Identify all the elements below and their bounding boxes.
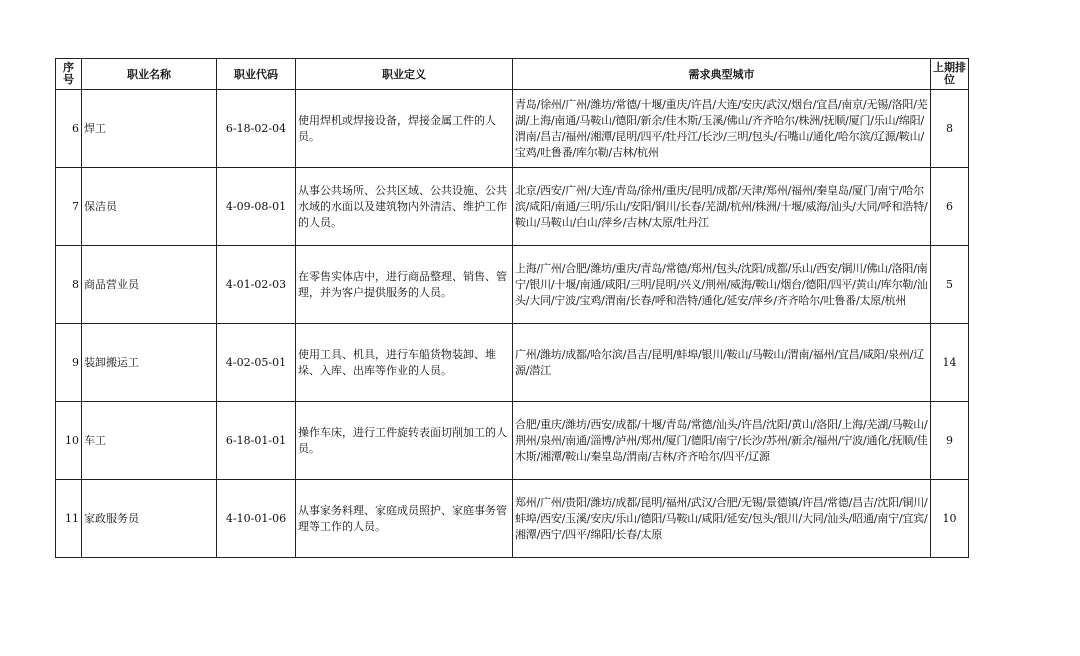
table-row [56, 168, 969, 246]
row-previous-rank: 10 [931, 480, 969, 558]
table-row [56, 90, 969, 168]
row-occupation-name: 家政服务员 [82, 480, 217, 558]
header-rank [931, 59, 969, 90]
row-occupation-name: 焊工 [82, 90, 217, 168]
row-occupation-code: 4-10-01-06 [217, 480, 296, 558]
row-seq: 7 [56, 168, 82, 246]
row-cities: 郑州/广州/贵阳/潍坊/成都/昆明/福州/武汉/合肥/无锡/景德镇/许昌/常德/昌吉/沈阳/铜川/蚌埠/西安/玉溪/安庆/乐山/德阳/马鞍山/咸阳/延安/包头/银川/大同/汕头/昭通/南宁/宜宾/湘潭/西宁/四平/绵阳/长春/太原 [513, 480, 931, 558]
table-row [56, 480, 969, 558]
row-seq: 8 [56, 246, 82, 324]
row-cities: 北京/西安/广州/大连/青岛/徐州/重庆/昆明/成都/天津/郑州/福州/秦皇岛/厦门/南宁/哈尔滨/咸阳/南通/三明/乐山/安阳/铜川/长春/芜湖/杭州/株洲/十堰/威海/汕头/大同/呼和浩特/鞍山/马鞍山/白山/萍乡/吉林/太原/牡丹江 [513, 168, 931, 246]
row-previous-rank: 5 [931, 246, 969, 324]
header-cities [513, 59, 931, 90]
row-occupation-name: 车工 [82, 402, 217, 480]
row-seq: 11 [56, 480, 82, 558]
header-name [82, 59, 217, 90]
row-seq: 6 [56, 90, 82, 168]
header-seq-label: 序号 [63, 61, 74, 86]
row-definition: 使用工具、机具，进行车船货物装卸、堆垛、入库、出库等作业的人员。 [296, 324, 513, 402]
row-definition: 操作车床，进行工件旋转表面切削加工的人员。 [296, 402, 513, 480]
header-definition [296, 59, 513, 90]
header-rank-label: 上期排位 [933, 61, 966, 86]
table-row [56, 246, 969, 324]
row-previous-rank: 9 [931, 402, 969, 480]
row-seq: 9 [56, 324, 82, 402]
row-definition: 从事公共场所、公共区域、公共设施、公共水域的水面以及建筑物内外清洁、维护工作的人员。 [296, 168, 513, 246]
row-definition: 在零售实体店中，进行商品整理、销售、管理，并为客户提供服务的人员。 [296, 246, 513, 324]
row-occupation-code: 6-18-01-01 [217, 402, 296, 480]
header-code [217, 59, 296, 90]
row-cities: 广州/潍坊/成都/哈尔滨/昌吉/昆明/蚌埠/银川/鞍山/马鞍山/渭南/福州/宜昌/咸阳/泉州/辽源/潜江 [513, 324, 931, 402]
row-occupation-code: 4-01-02-03 [217, 246, 296, 324]
header-name-label: 职业名称 [127, 67, 171, 81]
row-occupation-code: 4-09-08-01 [217, 168, 296, 246]
row-definition: 从事家务料理、家庭成员照护、家庭事务管理等工作的人员。 [296, 480, 513, 558]
row-seq: 10 [56, 402, 82, 480]
header-seq [56, 59, 82, 90]
row-cities: 青岛/徐州/广州/潍坊/常德/十堰/重庆/许昌/大连/安庆/武汉/烟台/宜昌/南京/无锡/洛阳/芜湖/上海/南通/马鞍山/德阳/新余/佳木斯/玉溪/佛山/齐齐哈尔/株洲/抚顺/厦门/乐山/绵阳/渭南/昌吉/福州/湘潭/昆明/四平/牡丹江/长沙/三明/包头/石嘴山/通化/哈尔滨/辽源/鞍山/宝鸡/吐鲁番/库尔勒/吉林/杭州 [513, 90, 931, 168]
occupation-demand-table [55, 58, 969, 558]
row-occupation-name: 商品营业员 [82, 246, 217, 324]
row-previous-rank: 14 [931, 324, 969, 402]
row-previous-rank: 6 [931, 168, 969, 246]
row-occupation-code: 4-02-05-01 [217, 324, 296, 402]
table-row [56, 324, 969, 402]
header-definition-label: 职业定义 [382, 67, 426, 81]
table-header-row [56, 59, 969, 90]
row-definition: 使用焊机或焊接设备，焊接金属工件的人员。 [296, 90, 513, 168]
header-code-label: 职业代码 [234, 67, 278, 81]
row-occupation-name: 装卸搬运工 [82, 324, 217, 402]
row-cities: 合肥/重庆/潍坊/西安/成都/十堰/青岛/常德/汕头/许昌/沈阳/黄山/洛阳/上海/芜湖/马鞍山/荆州/泉州/南通/淄博/泸州/郑州/厦门/德阳/南宁/长沙/苏州/新余/福州/宁波/通化/抚顺/佳木斯/湘潭/鞍山/秦皇岛/渭南/吉林/齐齐哈尔/四平/辽源 [513, 402, 931, 480]
row-occupation-name: 保洁员 [82, 168, 217, 246]
table-row [56, 402, 969, 480]
row-occupation-code: 6-18-02-04 [217, 90, 296, 168]
row-previous-rank: 8 [931, 90, 969, 168]
header-cities-label: 需求典型城市 [688, 67, 755, 81]
row-cities: 上海/广州/合肥/潍坊/重庆/青岛/常德/郑州/包头/沈阳/成都/乐山/西安/铜川/佛山/洛阳/南宁/银川/十堰/南通/咸阳/三明/昆明/兴义/荆州/威海/鞍山/烟台/德阳/四平/黄山/库尔勒/汕头/大同/宁波/宝鸡/渭南/长春/呼和浩特/通化/延安/萍乡/齐齐哈尔/吐鲁番/太原/杭州 [513, 246, 931, 324]
